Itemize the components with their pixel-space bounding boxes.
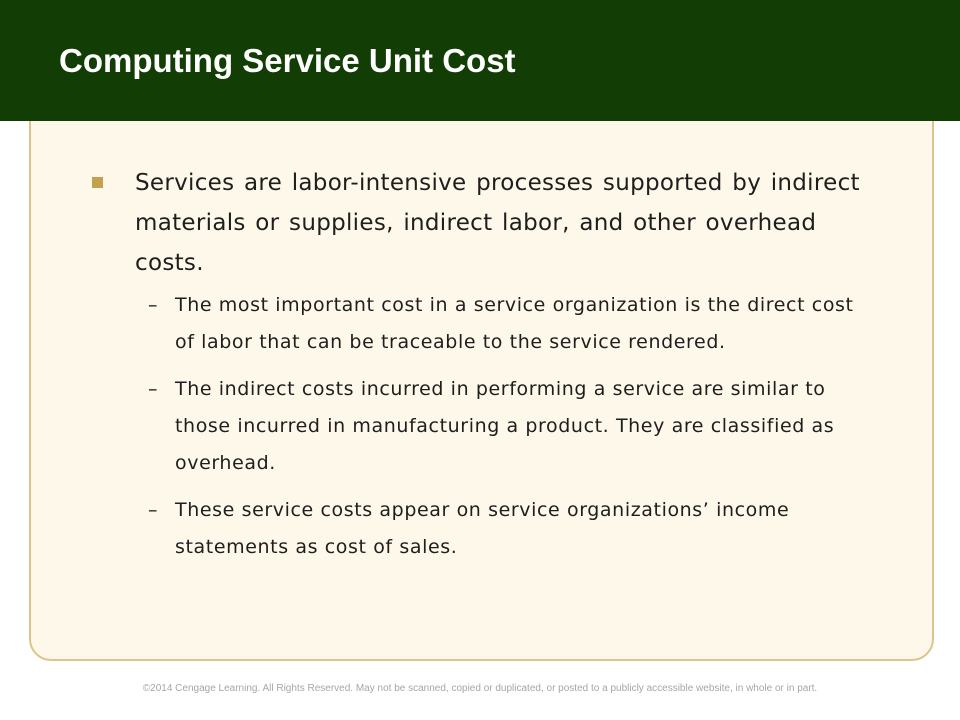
slide-title: Computing Service Unit Cost [59, 42, 516, 79]
sub-bullet-item [92, 492, 872, 566]
bullet-block [92, 163, 872, 576]
sub-bullet-text: The indirect costs incurred in performing a service are similar to those incurred in manufacturing a product. They are classified as overhead. [175, 378, 835, 474]
title-bar [0, 0, 960, 121]
sub-bullet-item [92, 287, 872, 361]
copyright-footer: ©2014 Cengage Learning. All Rights Reserved. May not be scanned, copied or duplicated, or posted to a publicly accessible website, in whole or in part. [142, 683, 818, 694]
main-bullet-text: Services are labor-intensive processes supported by indirect materials or supplies, indirect labor, and other overhead costs. [135, 170, 860, 276]
square-bullet-icon [92, 177, 103, 188]
sub-bullet-text: The most important cost in a service organization is the direct cost of labor that can be traceable to the service rendered. [175, 294, 854, 353]
dash-bullet-icon: – [148, 294, 158, 316]
dash-bullet-icon: – [148, 378, 158, 400]
sub-bullet-item [92, 371, 872, 482]
sub-bullet-text: These service costs appear on service organizations’ income statements as cost of sales. [175, 499, 790, 558]
sub-bullet-list [92, 287, 872, 566]
dash-bullet-icon: – [148, 499, 158, 521]
